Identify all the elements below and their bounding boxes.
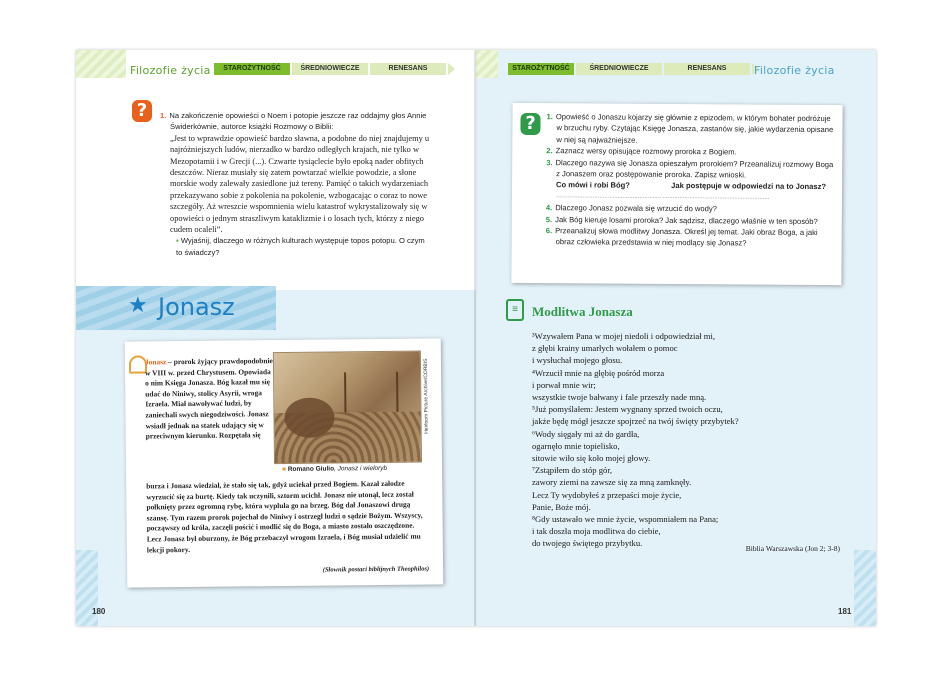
caption-icon: ■: [282, 465, 288, 474]
question-text: Dlaczego Jonasz pozwala się wrzucić do wody?: [555, 203, 717, 214]
nav-renesans[interactable]: RENESANS: [370, 63, 446, 75]
comparison-header-left: Co mówi i robi Bóg?: [556, 180, 630, 191]
prayer-line: Lecz Ty wydobyłeś z przepaści moje życie,: [532, 489, 682, 500]
star-icon: ★: [128, 292, 148, 317]
nav-starozytnosc[interactable]: STAROŻYTNOŚĆ: [214, 63, 290, 75]
header-texture: [476, 50, 498, 78]
jonasz-source: (Słownik postaci biblijnych Theophilos): [322, 565, 430, 574]
header-title: Filozofie życia: [754, 64, 835, 77]
header-title: Filozofie życia: [130, 64, 211, 77]
question-number: 1.: [546, 112, 553, 122]
left-page: [76, 50, 476, 626]
question-number: 3.: [546, 157, 553, 167]
prayer-line: z głębi krainy umarłych wołałem o pomoc: [532, 343, 678, 354]
questions-list: [545, 111, 837, 250]
prayer-line: i porwał mnie wir;: [532, 379, 596, 390]
nav-renesans[interactable]: RENESANS: [664, 63, 750, 75]
question-item: [545, 225, 836, 250]
prayer-line: do twojego świętego przybytku.: [532, 538, 643, 549]
questions-card: [511, 103, 842, 285]
prayer-text: [532, 330, 852, 550]
bullet-icon: ▪: [176, 236, 181, 246]
jonasz-name: Jonasz: [144, 357, 167, 367]
prayer-line: Panie, Boże mój.: [532, 501, 591, 512]
right-page: [476, 50, 876, 626]
header-texture: [76, 50, 126, 78]
document-icon: ≡: [506, 299, 524, 321]
question-number: 2.: [546, 146, 553, 156]
question-item: [546, 157, 836, 182]
question-text: Dlaczego nazywa się Jonasza opieszałym prorokiem? Przeanalizuj rozmowy Boga z Jonaszem oraz postępowanie proroka. Zapisz wnioski.: [555, 157, 834, 180]
prayer-line: ⁶Wody sięgały mi aż do gardła,: [532, 428, 640, 439]
image-credit: Heirloom Picture Archive/CORBIS: [422, 358, 430, 434]
section-title: Jonasz: [158, 293, 235, 321]
task-1: [160, 110, 432, 258]
corner-texture: [854, 550, 876, 626]
page-number: 180: [92, 607, 106, 616]
question-item: [546, 111, 836, 147]
jonasz-story: burza i Jonasz wiedział, że stało się tak, gdyż uciekał przed Bogiem. Kazał załodze wyrzucić się za burtę. Kiedy tak uczynili, sztorm ucichł. Jonasz nie utonął, lecz został połknięty przez ogromną rybę, która wypluła go na brzeg. Bóg dał Jonaszowi drugą szansę. Tym razem prorok pojechał do Niniwy i ostrzegł ludzi o sądzie Bożym. Wszyscy, począwszy od króla, zaczęli pościć i modlić się do Boga, a miasto zostało oszczędzone. Lecz Jonasz był oburzony, że Bóg przebaczył wrogom Izraela, i Bóg musiał udzielić mu lekcji pokory.: [146, 478, 423, 555]
nav-sredniowiecze[interactable]: ŚREDNIOWIECZE: [576, 63, 662, 75]
prayer-title: Modlitwa Jonasza: [532, 304, 633, 319]
question-number: 6.: [545, 226, 553, 236]
jonasz-intro: [145, 356, 276, 442]
question-icon: ?: [520, 113, 540, 135]
jonasz-painting: [273, 351, 422, 465]
prayer-line: i tak doszła moja modlitwa do ciebie,: [532, 526, 661, 537]
answer-dots: ............................................................... ................................................................: [555, 192, 770, 201]
prayer-line: ⁵Już pomyślałem: Jestem wygnany sprzed twoich oczu,: [532, 404, 723, 415]
prayer-line: ³Wzywałem Pana w mojej niedoli i odpowiedział mi,: [532, 331, 715, 341]
page-number: 181: [838, 607, 852, 616]
prayer-line: jakże będę mógł jeszcze spojrzeć na twój święty przybytek?: [532, 416, 739, 427]
jonasz-intro-text: – prorok żyjący prawdopodobnie w VIII w. przed Chrystusem. Opowiada o nim Księga Jonasza. Bóg kazał mu się udać do Niniwy, stolicy Asyrii, wroga Izraela. Miał nawoływać ludzi, by zaniechali swych niegodziwości. Jonasz wsiadł jednak na statek udający się w przeciwnym kierunku. Rozpętała się: [144, 356, 273, 441]
prayer-source: Biblia Warszawska (Jon 2; 3-8): [745, 544, 840, 553]
prayer-line: sitowie wiło się koło mojej głowy.: [532, 453, 651, 464]
caption-title: , Jonasz i wieloryb: [333, 464, 388, 473]
nav-arrow-icon: [448, 63, 455, 75]
question-text: Przeanalizuj słowa modlitwy Jonasza. Określ jej temat. Jaki obraz Boga, a jaki obraz człowieka przedstawia w niej modlący się Jonasz?: [555, 226, 818, 248]
comparison-header-right: Jak postępuje w odpowiedzi na to Jonasz?: [671, 181, 827, 192]
prayer-line: zawory ziemi na zawsze się za mną zamknęły.: [532, 477, 692, 488]
question-text: Jak Bóg kieruje losami proroka? Jak sądzisz, dlaczego właśnie w ten sposób?: [555, 214, 818, 226]
prayer-line: wszystkie twoje bałwany i fale przeszły nade mną.: [532, 392, 707, 403]
task-number: 1.: [160, 111, 167, 120]
task-intro: Na zakończenie opowieści o Noem i potopie jeszcze raz oddajmy głos Annie Świderkównie, autorce książki Rozmowy o Biblii:: [169, 111, 427, 132]
prayer-line: i wysłuchał mojego głosu.: [532, 355, 623, 366]
book-spine: [474, 50, 478, 626]
question-number: 5.: [545, 214, 553, 224]
era-nav: [214, 63, 455, 75]
task-quote: „Jest to wprawdzie opowieść bardzo sławna, a podobne do niej znajdujemy u najróżniejszych ludów, nierzadko w bardzo odległych krajach, nie tylko w Mezopotamii i w Grecji (...). Czwarte tysiąclecie było epoką nader obfitych deszczów. Nieraz musiały się zatem powtarzać wielkie powodzie, a słone morskie wody zalewały zasiedlone już tereny. Pamięć o takich wydarzeniach przekazywano sobie z pokolenia na pokolenie, wzbogacając o coraz to nowe szczegóły. Aż wreszcie wspomnienia wielu katastrof wykrystalizowały się w opowieści o jednym straszliwym kataklizmie i o losach tych, którzy z niego cudem ocaleli”.: [170, 133, 430, 235]
painting-ship: [344, 372, 398, 413]
question-text: Opowieść o Jonaszu kojarzy się głównie z epizodem, w którym bohater podróżuje w brzuchu ryby. Czytając Księgę Jonasza, zastanów się, jakie wydarzenia opisane w niej są najważniejsze.: [555, 112, 834, 145]
prayer-line: ⁴Wrzucił mnie na głębię pośród morza: [532, 367, 665, 378]
question-text: Zaznacz wersy opisujące rozmowy proroka z Bogiem.: [555, 146, 737, 157]
nav-sredniowiecze[interactable]: ŚREDNIOWIECZE: [292, 63, 368, 75]
prayer-line: ⁸Gdy ustawało we mnie życie, wspomniałem na Pana;: [532, 514, 719, 525]
prayer-line: ⁷Zstąpiłem do stóp gór,: [532, 465, 612, 476]
nav-starozytnosc[interactable]: STAROŻYTNOŚĆ: [508, 63, 574, 75]
task-bullet: Wyjaśnij, dlaczego w różnych kulturach występuje topos potopu. O czym to świadczy?: [176, 236, 425, 257]
question-icon: ?: [132, 100, 152, 122]
jonasz-card: [125, 338, 444, 587]
caption-author: Romano Giulio: [287, 465, 335, 473]
painting-caption: [282, 465, 387, 473]
prayer-line: ogarnęło mnie topielisko,: [532, 440, 620, 451]
era-nav: [508, 63, 759, 75]
question-number: 4.: [545, 203, 553, 213]
